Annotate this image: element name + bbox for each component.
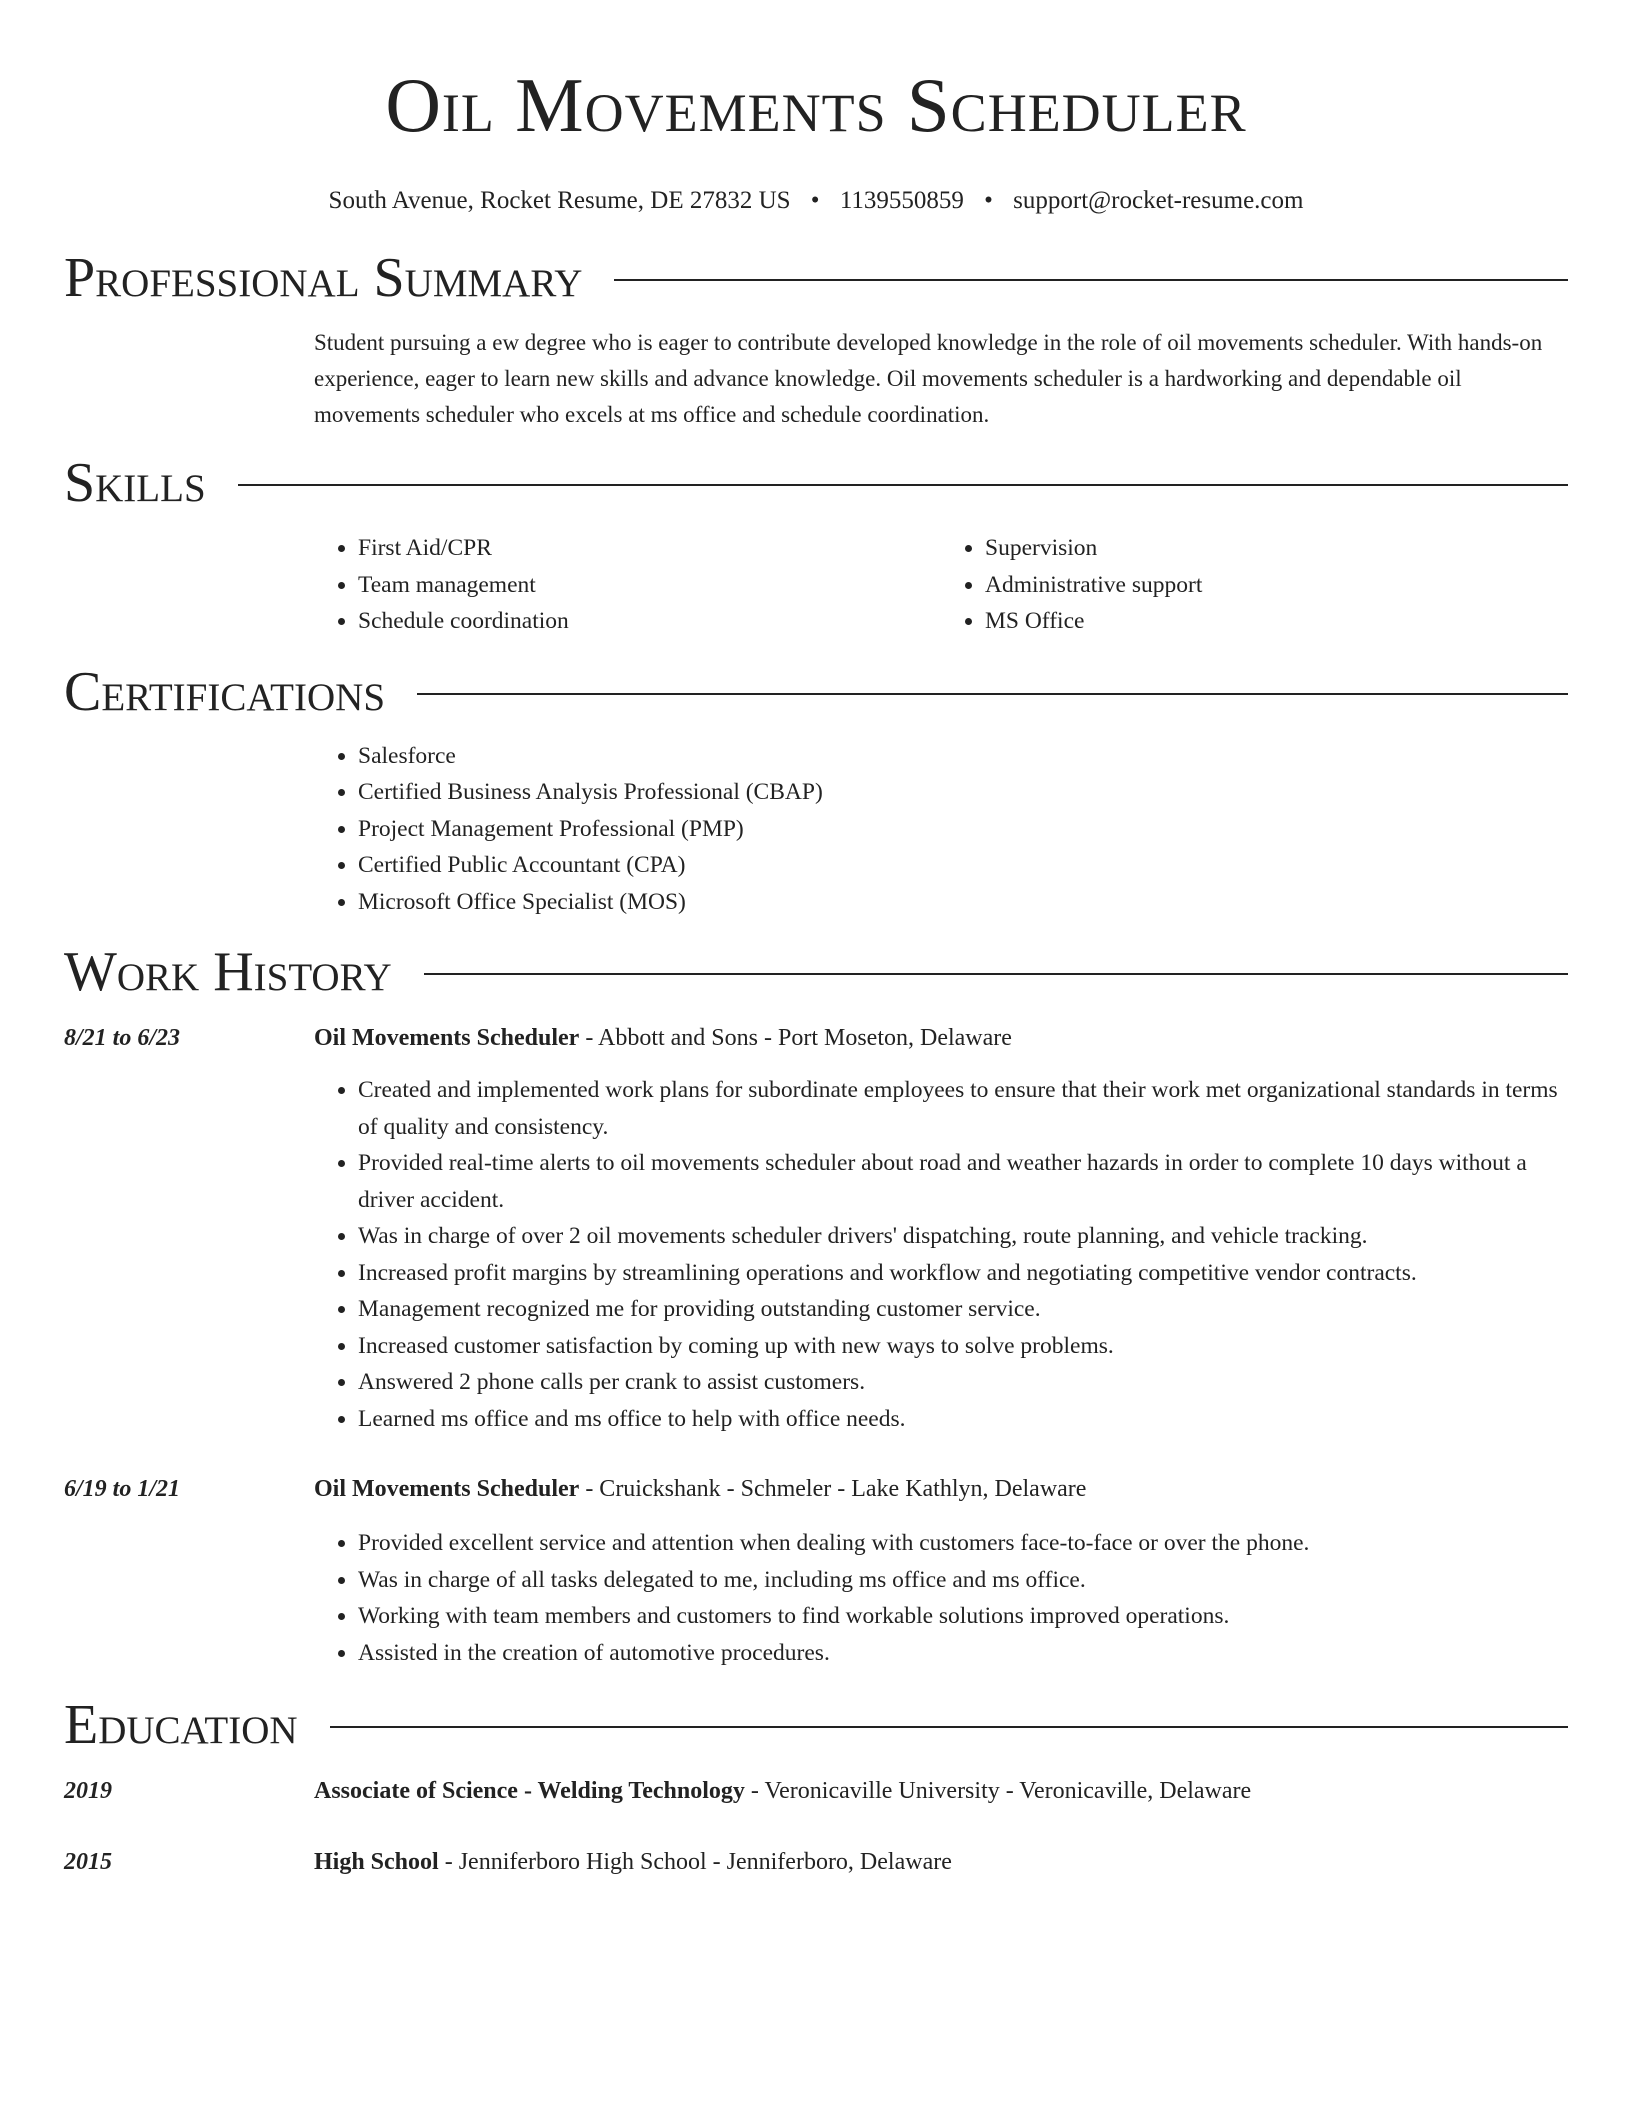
job-duties (314, 1072, 1568, 1437)
job-title-line (314, 1471, 1086, 1507)
section-title: Certifications (64, 660, 386, 723)
section-header (64, 246, 1568, 310)
work-history-section (64, 940, 1568, 1671)
education-section (64, 1693, 1568, 1880)
education-year: 2015 (64, 1849, 112, 1875)
duty-item: • Was in charge of over 2 oil movements scheduler drivers' dispatching, route planning, and vehicle tracking. (358, 1218, 1568, 1255)
section-rule (417, 693, 1568, 695)
skill-item: • Team management (358, 567, 941, 604)
section-title: Skills (64, 452, 206, 514)
certification-item: • Microsoft Office Specialist (MOS) (358, 884, 1568, 921)
section-header (64, 660, 1568, 724)
contact-line (64, 186, 1568, 216)
skills-column-1 (314, 530, 941, 640)
education-school: - Veronicaville University - Veronicaville, Delaware (744, 1778, 1252, 1804)
skills-list (314, 530, 1568, 640)
duty-item: • Was in charge of all tasks delegated to me, including ms office and ms office. (358, 1562, 1568, 1599)
section-rule (330, 1726, 1568, 1728)
section-header (64, 940, 1568, 1004)
job-header (64, 1020, 1568, 1056)
bullet-separator: • (984, 187, 993, 214)
duty-item: • Provided excellent service and attention when dealing with customers face-to-face or over the phone. (358, 1525, 1568, 1562)
education-degree: High School (314, 1849, 439, 1875)
education-degree: Associate of Science - Welding Technology (314, 1778, 745, 1804)
duty-item: • Assisted in the creation of automotive procedures. (358, 1635, 1568, 1672)
job-dates: 6/19 to 1/21 (64, 1476, 181, 1502)
skills-section (64, 451, 1568, 640)
section-header (64, 1693, 1568, 1757)
job-duties (314, 1525, 1568, 1671)
certification-item: • Certified Public Accountant (CPA) (358, 847, 1568, 884)
skill-item: • Schedule coordination (358, 603, 941, 640)
education-school: - Jenniferboro High School - Jenniferboro, Delaware (438, 1849, 952, 1875)
email: support@rocket-resume.com (1013, 187, 1304, 214)
address: South Avenue, Rocket Resume, DE 27832 US (328, 187, 791, 214)
section-rule (614, 279, 1568, 281)
section-title: Work History (64, 941, 392, 1003)
certification-item: • Project Management Professional (PMP) (358, 811, 1568, 848)
job-title-line (314, 1020, 1012, 1056)
education-year: 2019 (64, 1778, 112, 1804)
duty-item: • Increased profit margins by streamlining operations and workflow and negotiating competitive vendor contracts. (358, 1255, 1568, 1292)
education-line (314, 1773, 1251, 1809)
education-entry (64, 1773, 1568, 1809)
duty-item: • Provided real-time alerts to oil movements scheduler about road and weather hazards in order to complete 10 days without a driver accident. (358, 1145, 1568, 1218)
certifications-list (314, 738, 1568, 921)
duty-item: • Learned ms office and ms office to help with office needs. (358, 1401, 1568, 1438)
duty-item: • Increased customer satisfaction by coming up with new ways to solve problems. (358, 1328, 1568, 1365)
education-line (314, 1844, 952, 1880)
duty-item: • Management recognized me for providing outstanding customer service. (358, 1291, 1568, 1328)
section-title: Professional Summary (64, 247, 583, 309)
job-role: Oil Movements Scheduler (314, 1025, 580, 1051)
duty-item: • Created and implemented work plans for subordinate employees to ensure that their work met organizational standards in terms of quality and consistency. (358, 1072, 1568, 1145)
education-entry (64, 1844, 1568, 1880)
skills-column-2 (941, 530, 1568, 640)
job-header (64, 1471, 1568, 1507)
bullet-separator: • (810, 187, 820, 214)
job-role: Oil Movements Scheduler (314, 1476, 580, 1502)
job-employer: - Cruickshank - Schmeler - Lake Kathlyn, Delaware (579, 1476, 1087, 1502)
skill-item: • MS Office (985, 603, 1568, 640)
job-entry (64, 1471, 1568, 1671)
skill-item: • First Aid/CPR (358, 530, 941, 567)
job-employer: - Abbott and Sons - Port Moseton, Delaware (579, 1025, 1012, 1051)
duty-item: • Answered 2 phone calls per crank to assist customers. (358, 1364, 1568, 1401)
duty-item: • Working with team members and customers to find workable solutions improved operations. (358, 1598, 1568, 1635)
certification-item: • Certified Business Analysis Professional (CBAP) (358, 774, 1568, 811)
skill-item: • Supervision (985, 530, 1568, 567)
candidate-name: Oil Movements Scheduler (385, 62, 1247, 148)
job-dates: 8/21 to 6/23 (64, 1025, 181, 1051)
job-entry (64, 1020, 1568, 1437)
phone: 1139550859 (839, 187, 964, 214)
certification-item: • Salesforce (358, 738, 1568, 775)
section-header (64, 451, 1568, 515)
section-title: Education (64, 1694, 298, 1756)
skill-item: • Administrative support (985, 567, 1568, 604)
certifications-section (64, 660, 1568, 921)
section-rule (424, 973, 1568, 975)
summary-text: Student pursuing a ew degree who is eager to contribute developed knowledge in the role of oil movements scheduler. With hands-on experience, eager to learn new skills and advance knowledge. Oil movements scheduler is a hardworking and dependable oil movements scheduler who excels at ms office and schedule coordination. (314, 330, 1543, 427)
section-rule (238, 484, 1568, 486)
summary-section (64, 246, 1568, 433)
